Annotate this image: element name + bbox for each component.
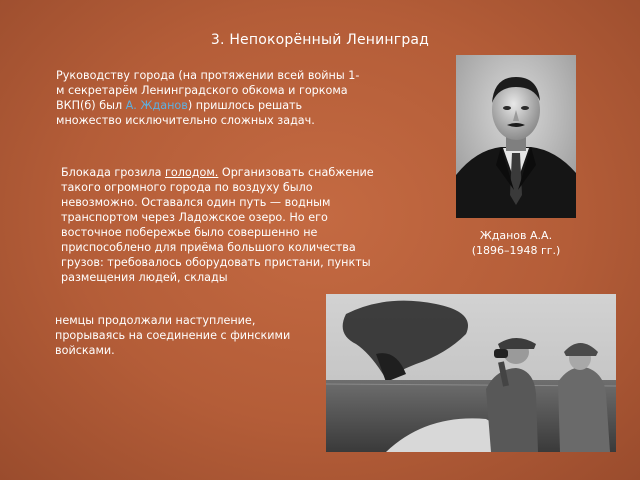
- blockade-rest: Организовать снабжение такого огромного города по воздуху было невозможно. Оставался один путь — водным транспортом через Ладожское озеро. Но его восточное побережье было совершенно не приспособлено для приёма большого количества грузов: требовалось оборудовать пристани, пункты размещения людей, склады: [61, 166, 374, 284]
- zhdanov-link[interactable]: А. Жданов: [125, 99, 188, 112]
- caption-years: (1896–1948 гг.): [471, 244, 561, 257]
- portrait-caption: [456, 228, 576, 258]
- blockade-paragraph: [61, 165, 381, 285]
- zhdanov-portrait: [456, 55, 576, 218]
- blockade-prefix: Блокада грозила: [61, 166, 166, 179]
- intro-text-before: Руководству города (на протяжении всей войны 1-м секретарём Ленинградского обкома и горкома ВКП(б) был: [56, 69, 360, 112]
- intro-paragraph: [56, 68, 366, 128]
- soldiers-photo: [326, 294, 616, 452]
- caption-name: Жданов А.А.: [479, 229, 553, 242]
- offensive-paragraph: немцы продолжали наступление, прорываясь на соединение с финскими войсками.: [55, 314, 291, 357]
- slide-title: 3. Непокорённый Ленинград: [210, 32, 430, 48]
- intro-text-after: ) пришлось решать множество исключительно сложных задач.: [56, 99, 315, 127]
- hunger-underlined: голодом.: [165, 166, 219, 179]
